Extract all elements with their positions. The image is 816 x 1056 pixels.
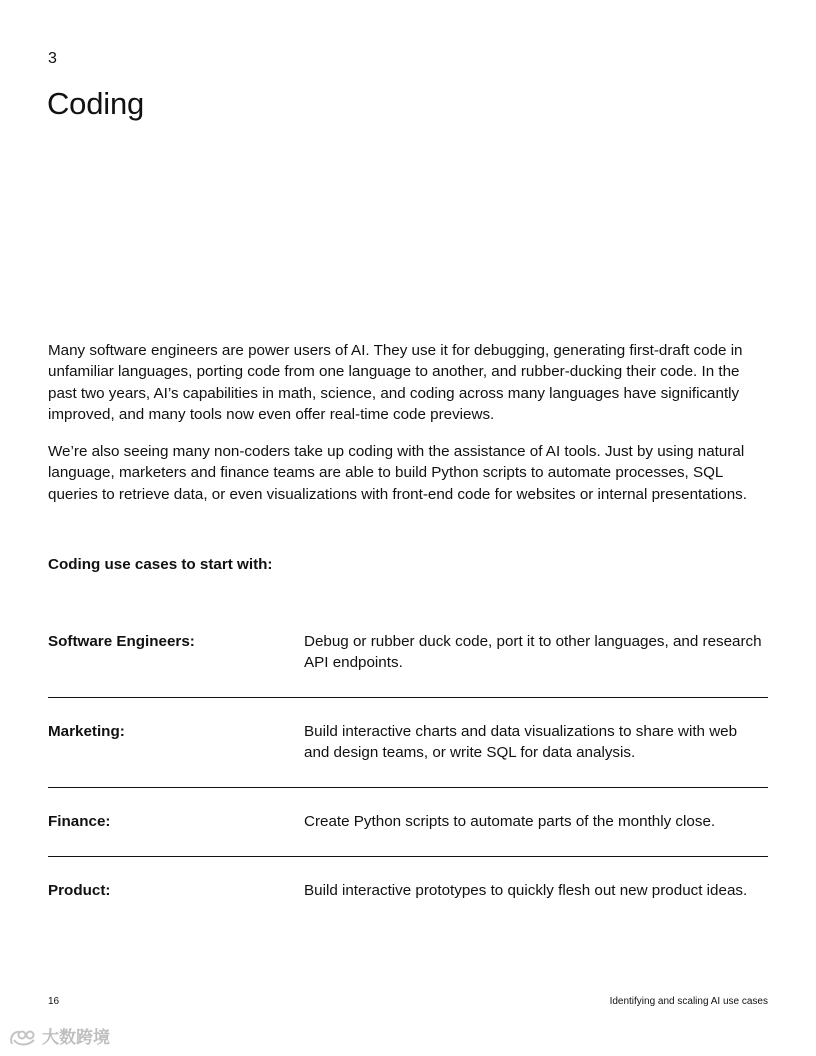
watermark-logo-icon — [8, 1028, 38, 1048]
use-case-role: Software Engineers: — [48, 633, 195, 650]
use-case-row-marketing — [48, 698, 768, 788]
use-case-role: Marketing: — [48, 723, 125, 740]
use-case-role: Finance: — [48, 813, 111, 830]
watermark-text: 大数跨境 — [42, 1028, 110, 1047]
use-cases-table — [48, 620, 768, 940]
intro-paragraph-1: Many software engineers are power users of AI. They use it for debugging, generating first-draft code in unfamiliar languages, porting code from one language to another, and rubber-ducking their code. In the past two years, AI’s capabilities in math, science, and coding across many languages have significantly improved, and many tools now even offer real-time code previews. — [48, 342, 743, 424]
use-case-row-software-engineers — [48, 620, 768, 698]
page-title: Coding — [47, 86, 145, 121]
use-case-description: Build interactive prototypes to quickly flesh out new product ideas. — [304, 882, 748, 899]
use-case-row-finance — [48, 788, 768, 857]
intro-paragraph-2: We’re also seeing many non-coders take up coding with the assistance of AI tools. Just by using natural language, marketers and finance teams are able to build Python scripts to automate processes, SQL queries to retrieve data, or even visualizations with front-end code for websites or internal presentations. — [48, 443, 747, 503]
use-case-role: Product: — [48, 882, 111, 899]
footer-page-number: 16 — [48, 996, 60, 1007]
footer-document-title: Identifying and scaling AI use cases — [609, 996, 768, 1007]
use-cases-heading: Coding use cases to start with: — [48, 556, 273, 573]
use-case-description: Build interactive charts and data visualizations to share with web and design teams, or write SQL for data analysis. — [304, 723, 738, 762]
use-case-description: Debug or rubber duck code, port it to other languages, and research API endpoints. — [304, 633, 762, 672]
section-number: 3 — [48, 50, 57, 67]
use-case-description: Create Python scripts to automate parts of the monthly close. — [304, 813, 716, 830]
watermark — [8, 1027, 110, 1049]
use-case-row-product — [48, 857, 768, 940]
